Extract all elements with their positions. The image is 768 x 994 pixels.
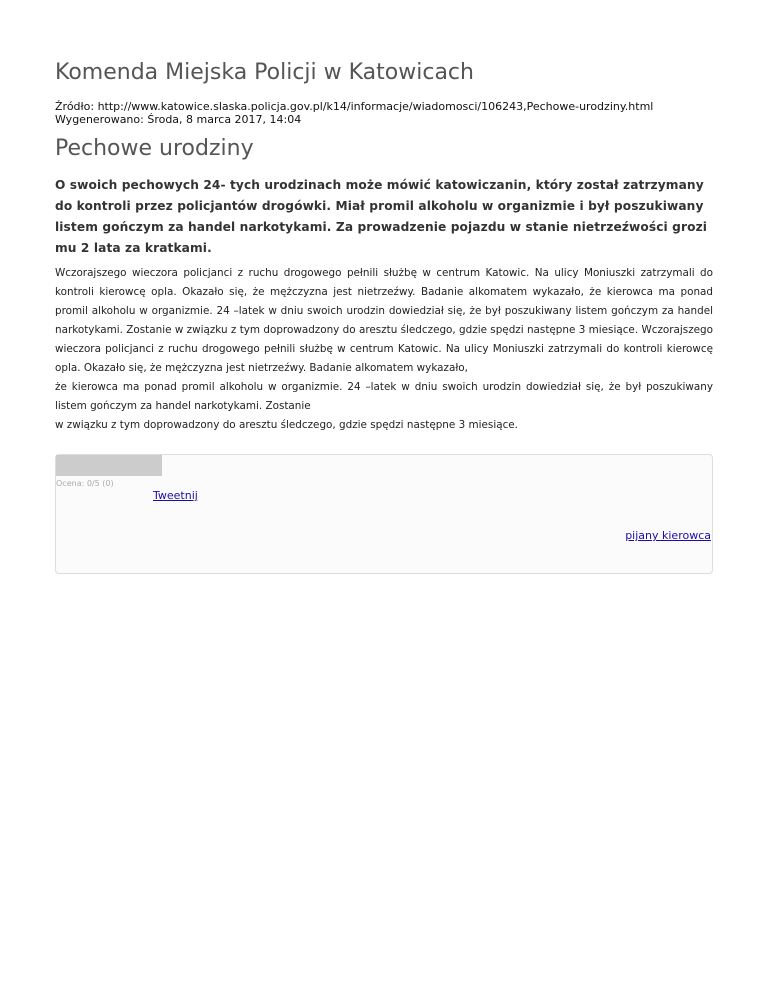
article-title: Pechowe urodziny xyxy=(55,136,254,161)
generated-date: Wygenerowano: Środa, 8 marca 2017, 14:04 xyxy=(55,113,302,126)
article-paragraph: że kierowca ma ponad promil alkoholu w organizmie. 24 –latek w dniu swoich urodzin dowiedział się, że był poszukiwany listem gończym za handel narkotykami. Zostanie xyxy=(55,381,713,412)
article-footer-box xyxy=(55,454,713,574)
site-title: Komenda Miejska Policji w Katowicach xyxy=(55,60,474,85)
article-lead: O swoich pechowych 24- tych urodzinach może mówić katowiczanin, który został zatrzymany do kontroli przez policjantów drogówki. Miał promil alkoholu w organizmie i był poszukiwany listem gończym za handel narkotykami. Za prowadzenie pojazdu w stanie nietrzeźwości grozi mu 2 lata za kratkami. xyxy=(55,178,708,255)
article-body xyxy=(55,264,713,435)
article-paragraph: Wczorajszego wieczora policjanci z ruchu drogowego pełnili służbę w centrum Katowic. Na ulicy Moniuszki zatrzymali do kontroli kierowcę opla. Okazało się, że mężczyzna jest nietrzeźwy. Badanie alkomatem wykazało, że kierowca ma ponad promil alkoholu w organizmie. 24 –latek w dniu swoich urodzin dowiedział się, że był poszukiwany listem gończym za handel narkotykami. Zostanie w związku z tym doprowadzony do aresztu śledczego, gdzie spędzi następne 3 miesiące. Wczorajszego wieczora policjanci z ruchu drogowego pełnili służbę w centrum Katowic. Na ulicy Moniuszki zatrzymali do kontroli kierowcę opla. Okazało się, że mężczyzna jest nietrzeźwy. Badanie alkomatem wykazało, xyxy=(55,267,713,374)
meta-info xyxy=(55,100,653,126)
article-paragraph: w związku z tym doprowadzony do aresztu śledczego, gdzie spędzi następne 3 miesiące. xyxy=(55,419,518,431)
tweet-link[interactable]: Tweetnij xyxy=(153,489,198,502)
tag-link[interactable]: pijany kierowca xyxy=(625,529,711,542)
rating-text: Ocena: 0/5 (0) xyxy=(56,479,114,488)
rating-stars[interactable] xyxy=(56,455,162,476)
source-url: Źródło: http://www.katowice.slaska.policja.gov.pl/k14/informacje/wiadomosci/106243,Pechowe-urodziny.html xyxy=(55,100,654,113)
